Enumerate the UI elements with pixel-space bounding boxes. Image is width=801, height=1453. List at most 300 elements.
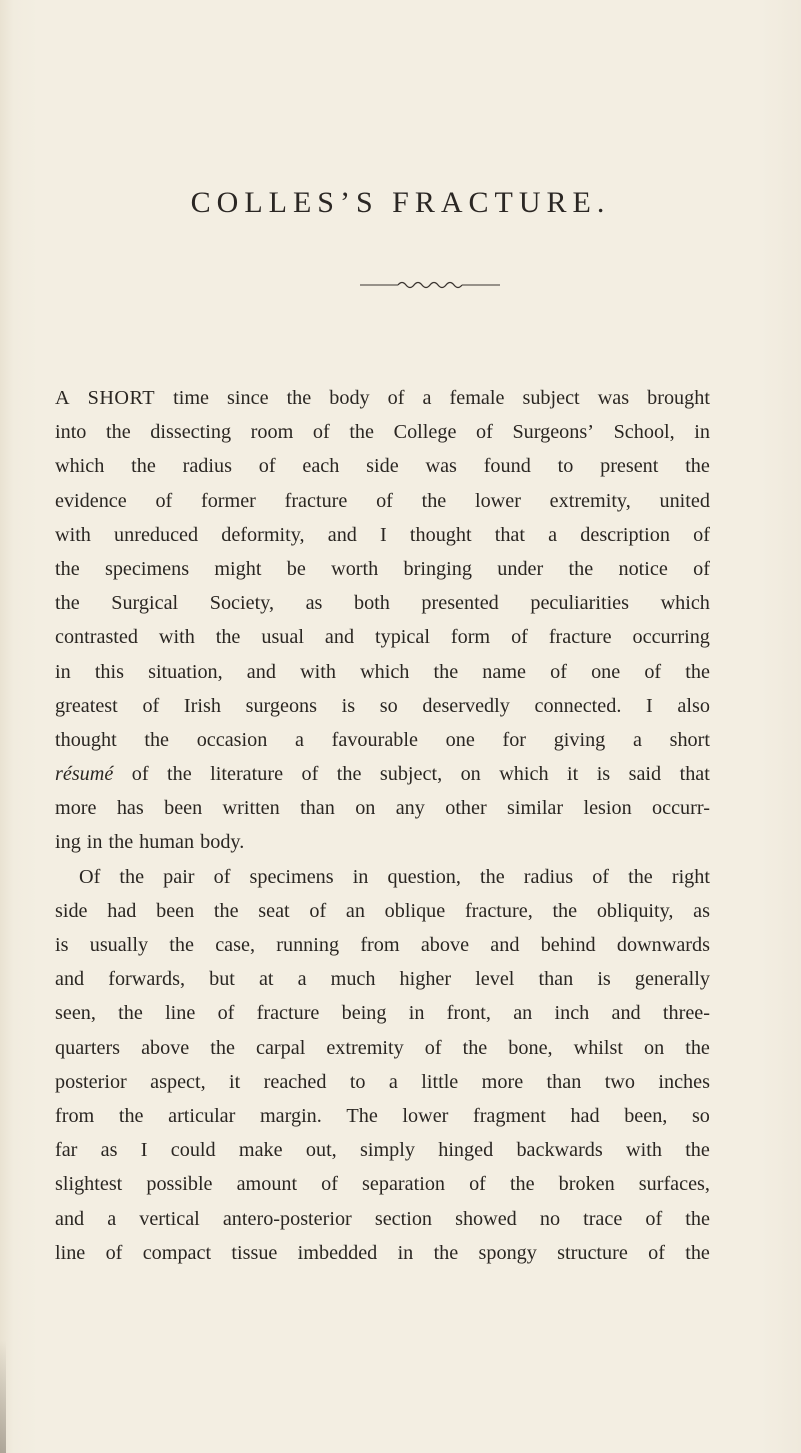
page-edge-shadow xyxy=(0,1340,6,1453)
word: A xyxy=(55,387,70,409)
word: occurr- xyxy=(652,797,710,820)
word: quarters xyxy=(55,1036,121,1059)
word: so xyxy=(379,694,398,717)
word: the xyxy=(108,831,134,854)
word: in xyxy=(55,660,71,683)
word: bone, xyxy=(508,1036,553,1059)
word: the xyxy=(685,1241,710,1264)
word: of xyxy=(258,455,276,478)
word: of xyxy=(309,899,327,922)
word: dissecting xyxy=(150,421,232,444)
word: the xyxy=(685,455,710,478)
text-line xyxy=(55,860,710,894)
word: higher xyxy=(399,968,452,991)
word: the xyxy=(286,387,312,409)
word: connected. xyxy=(534,694,622,717)
word: it xyxy=(567,763,579,786)
word: other xyxy=(445,797,487,820)
word: also xyxy=(677,694,710,717)
word: brought xyxy=(647,387,710,409)
word: situation, xyxy=(148,660,223,683)
word: room xyxy=(250,421,294,444)
word: as xyxy=(693,899,710,922)
word: inch xyxy=(554,1002,590,1025)
word: short xyxy=(669,728,710,751)
word: of xyxy=(155,489,173,512)
word: above xyxy=(141,1036,190,1059)
word: was xyxy=(425,455,457,478)
word: has xyxy=(116,797,144,820)
word: the xyxy=(685,1139,710,1162)
word: backwards xyxy=(516,1139,603,1162)
word: of xyxy=(105,1241,123,1264)
word: seat xyxy=(258,899,290,922)
word: presented xyxy=(421,592,499,615)
word: oblique xyxy=(384,899,446,922)
word: case, xyxy=(215,934,256,956)
word: giving xyxy=(553,728,606,751)
word: the xyxy=(552,899,578,922)
word: the xyxy=(131,455,156,478)
word: a xyxy=(107,1207,117,1230)
word: the xyxy=(480,865,505,888)
text-line xyxy=(55,996,710,1030)
word: is xyxy=(55,934,69,956)
word: present xyxy=(600,455,659,478)
text-line xyxy=(55,894,710,928)
word: be xyxy=(286,557,306,580)
word: running xyxy=(276,934,340,956)
word: on xyxy=(644,1036,665,1059)
word: radius xyxy=(182,455,232,478)
word: College xyxy=(393,421,457,444)
word: The xyxy=(346,1104,378,1127)
word: a xyxy=(297,968,307,991)
word: with xyxy=(626,1139,662,1162)
word: showed xyxy=(455,1207,517,1230)
word: at xyxy=(258,968,274,991)
word: of xyxy=(131,763,149,786)
word: surgeons xyxy=(245,694,317,717)
word: of xyxy=(424,1036,442,1059)
word: of xyxy=(550,660,567,683)
word: possible xyxy=(146,1173,213,1196)
word: specimens xyxy=(249,865,334,888)
word: I xyxy=(140,1139,148,1162)
word: usually xyxy=(89,934,149,956)
word: both xyxy=(353,592,390,615)
word: lesion xyxy=(583,797,632,820)
word: and xyxy=(324,626,355,649)
word: much xyxy=(330,968,376,991)
word: united xyxy=(659,489,710,512)
word: Surgeons’ xyxy=(512,421,594,444)
word: a xyxy=(422,387,432,409)
word: a xyxy=(295,728,304,751)
word: for xyxy=(502,728,527,751)
word: fragment xyxy=(472,1104,546,1127)
word: unreduced xyxy=(114,523,199,546)
word: that xyxy=(679,763,710,786)
word: had xyxy=(570,1104,600,1127)
word: a xyxy=(388,1070,398,1093)
word: one xyxy=(445,728,475,751)
word: body. xyxy=(200,831,245,854)
word: this xyxy=(94,660,124,683)
word: on xyxy=(460,763,481,786)
word: of xyxy=(387,387,405,409)
word: from xyxy=(360,934,400,956)
word: downwards xyxy=(616,934,710,956)
word: lower xyxy=(402,1104,449,1127)
text-line xyxy=(55,689,710,723)
word: separation xyxy=(362,1173,446,1196)
word: a xyxy=(632,728,642,751)
word: and xyxy=(611,1002,641,1025)
word: slightest xyxy=(55,1173,123,1196)
word: since xyxy=(227,387,269,409)
word: little xyxy=(421,1070,459,1093)
word: seen, xyxy=(55,1002,96,1025)
word: is xyxy=(341,694,356,717)
text-line xyxy=(55,484,710,518)
word: question, xyxy=(387,865,461,888)
word: the xyxy=(169,934,194,956)
word: specimens xyxy=(104,557,190,580)
word: fracture, xyxy=(464,899,533,922)
word: deservedly xyxy=(422,694,510,717)
word: in xyxy=(86,831,103,854)
word: than xyxy=(300,797,335,820)
word: name xyxy=(482,660,527,683)
word: structure xyxy=(557,1241,628,1264)
word: the xyxy=(106,421,131,444)
word: the xyxy=(118,1002,143,1025)
chapter-title: COLLES’S FRACTURE. xyxy=(190,186,611,219)
word: the xyxy=(119,865,145,888)
word: being xyxy=(341,1002,387,1025)
word: in xyxy=(694,421,710,444)
word: the xyxy=(215,626,241,649)
word: the xyxy=(628,865,653,888)
word: evidence xyxy=(55,489,127,512)
word: which xyxy=(660,592,710,615)
word: hinged xyxy=(438,1139,494,1162)
word: side xyxy=(55,899,88,922)
word: aspect, xyxy=(150,1070,206,1093)
word: the xyxy=(118,1104,144,1127)
word: radius xyxy=(523,865,574,888)
word: literature xyxy=(210,763,284,786)
word: the xyxy=(433,660,459,683)
word: I xyxy=(646,694,653,717)
word: far xyxy=(55,1139,78,1162)
word: I xyxy=(380,523,387,546)
word: lower xyxy=(474,489,521,512)
word: extremity, xyxy=(549,489,631,512)
word: so xyxy=(691,1104,710,1127)
text-line xyxy=(55,962,710,996)
title-rule-ornament xyxy=(360,279,500,291)
word: contrasted xyxy=(55,626,138,649)
word: side xyxy=(366,455,399,478)
word: front, xyxy=(446,1002,491,1025)
text-line xyxy=(55,1133,710,1167)
word: notice xyxy=(618,557,668,580)
word: of xyxy=(469,1173,486,1196)
word: out, xyxy=(305,1139,337,1162)
word: occasion xyxy=(196,728,268,751)
word: the xyxy=(336,763,362,786)
word: line xyxy=(55,1241,86,1264)
word: the xyxy=(568,557,594,580)
word: an xyxy=(513,1002,533,1025)
word: the xyxy=(685,1036,710,1059)
word: more xyxy=(55,797,97,820)
word: usual xyxy=(261,626,304,649)
word: compact xyxy=(142,1241,212,1264)
word: than xyxy=(546,1070,582,1093)
word: deformity, xyxy=(221,523,305,546)
word: inches xyxy=(658,1070,710,1093)
word: former xyxy=(200,489,256,512)
word: obliquity, xyxy=(596,899,674,922)
word: make xyxy=(238,1139,283,1162)
word: of xyxy=(648,1241,665,1264)
word: level xyxy=(475,968,515,991)
word: time xyxy=(173,387,210,409)
word: in xyxy=(408,1002,425,1025)
word: had xyxy=(107,899,137,922)
word: from xyxy=(55,1104,95,1127)
word: whilst xyxy=(573,1036,623,1059)
word: School, xyxy=(613,421,675,444)
word: subject, xyxy=(379,763,443,786)
text-line xyxy=(55,449,710,483)
word: the xyxy=(685,660,710,683)
word: that xyxy=(494,523,526,546)
word: of xyxy=(592,865,610,888)
word: a xyxy=(548,523,558,546)
text-line xyxy=(55,586,710,620)
word: posterior xyxy=(55,1070,127,1093)
word: of xyxy=(693,523,710,546)
word: broken xyxy=(558,1173,615,1196)
word: the xyxy=(349,421,374,444)
word: one xyxy=(591,660,621,683)
word: three- xyxy=(662,1002,710,1025)
text-line xyxy=(55,757,710,791)
text-line xyxy=(55,791,710,825)
word: and xyxy=(490,934,520,956)
word: behind xyxy=(540,934,596,956)
word: with xyxy=(55,523,91,546)
word: could xyxy=(170,1139,216,1162)
word: vertical xyxy=(139,1207,200,1230)
word: been, xyxy=(624,1104,668,1127)
word: of xyxy=(321,1173,338,1196)
word: of xyxy=(693,557,710,580)
word: to xyxy=(349,1070,366,1093)
word: Irish xyxy=(183,694,221,717)
word: antero-posterior xyxy=(222,1207,352,1230)
text-line xyxy=(55,928,710,962)
word: section xyxy=(374,1207,433,1230)
word: with xyxy=(158,626,195,649)
word: imbedded xyxy=(297,1241,378,1264)
text-line xyxy=(55,825,710,859)
word: greatest xyxy=(55,694,118,717)
word: body xyxy=(329,387,370,409)
word: on xyxy=(355,797,376,820)
word: an xyxy=(345,899,365,922)
word: surfaces, xyxy=(638,1173,710,1196)
word: two xyxy=(604,1070,635,1093)
text-line xyxy=(55,620,710,654)
word: Surgical xyxy=(111,592,179,615)
text-line xyxy=(55,1202,710,1236)
word: occurring xyxy=(632,626,710,649)
word: which xyxy=(499,763,549,786)
word: of xyxy=(142,694,160,717)
word: simply xyxy=(359,1139,415,1162)
word: into xyxy=(55,421,87,444)
word: of xyxy=(476,421,493,444)
text-line xyxy=(55,1167,710,1201)
word: of xyxy=(213,865,231,888)
word: the xyxy=(55,592,80,615)
word: the xyxy=(421,489,447,512)
word: description xyxy=(580,523,670,546)
word: typical xyxy=(375,626,430,649)
word: of xyxy=(645,1207,663,1230)
word: been xyxy=(156,899,195,922)
word: forwards, xyxy=(108,968,186,991)
text-line xyxy=(55,655,710,689)
text-line xyxy=(55,1099,710,1133)
word: human xyxy=(139,831,195,854)
word: each xyxy=(302,455,340,478)
word: is xyxy=(596,763,611,786)
text-line xyxy=(55,415,710,449)
word: might xyxy=(214,557,262,580)
word: articular xyxy=(168,1104,236,1127)
word: than xyxy=(538,968,574,991)
word: spongy xyxy=(478,1241,537,1264)
word: to xyxy=(557,455,574,478)
word: pair xyxy=(163,865,195,888)
text-line xyxy=(55,1065,710,1099)
word: of xyxy=(376,489,393,512)
word: subject xyxy=(522,387,580,409)
word: the xyxy=(144,728,170,751)
word: under xyxy=(497,557,544,580)
word: the xyxy=(509,1173,535,1196)
word: written xyxy=(222,797,280,820)
word: with xyxy=(300,660,336,683)
word: extremity xyxy=(326,1036,404,1059)
word: which xyxy=(360,660,410,683)
word: found xyxy=(483,455,531,478)
text-line xyxy=(55,381,710,415)
word: was xyxy=(597,387,630,409)
word: any xyxy=(395,797,425,820)
word: fracture xyxy=(548,626,612,649)
word: right xyxy=(671,865,710,888)
word: and xyxy=(327,523,357,546)
word: the xyxy=(210,1036,235,1059)
word: above xyxy=(420,934,470,956)
word: but xyxy=(209,968,235,991)
word: Of xyxy=(79,865,101,888)
word: carpal xyxy=(256,1036,306,1059)
word: more xyxy=(481,1070,524,1093)
text-line xyxy=(55,723,710,757)
word: been xyxy=(164,797,203,820)
word: it xyxy=(229,1070,241,1093)
word: thought xyxy=(409,523,472,546)
word: favourable xyxy=(331,728,418,751)
word: trace xyxy=(583,1207,623,1230)
word: female xyxy=(449,387,505,409)
word: form xyxy=(450,626,491,649)
word: tissue xyxy=(231,1241,278,1264)
word: generally xyxy=(634,968,710,991)
word: ing xyxy=(55,831,81,854)
word: and xyxy=(55,968,85,991)
word: SHORT xyxy=(87,387,156,409)
word: fracture xyxy=(256,1002,320,1025)
word: of xyxy=(312,421,330,444)
body-text xyxy=(55,381,710,1270)
word: Society, xyxy=(209,592,275,615)
word: of xyxy=(217,1002,235,1025)
word: similar xyxy=(507,797,564,820)
text-line xyxy=(55,552,710,586)
word: résumé xyxy=(55,763,114,786)
word: of xyxy=(301,763,319,786)
word: and xyxy=(55,1207,85,1230)
word: the xyxy=(167,763,192,786)
word: the xyxy=(55,557,80,580)
word: bringing xyxy=(403,557,472,580)
text-line xyxy=(55,1236,710,1270)
text-line xyxy=(55,1031,710,1065)
word: in xyxy=(352,865,369,888)
word: the xyxy=(433,1241,459,1264)
word: worth xyxy=(331,557,379,580)
word: as xyxy=(305,592,323,615)
word: no xyxy=(539,1207,561,1230)
word: as xyxy=(100,1139,118,1162)
word: in xyxy=(397,1241,414,1264)
word: is xyxy=(597,968,611,991)
word: of xyxy=(511,626,528,649)
word: peculiarities xyxy=(530,592,629,615)
word: which xyxy=(55,455,105,478)
word: said xyxy=(628,763,662,786)
word: the xyxy=(685,1207,710,1230)
word: line xyxy=(165,1002,196,1025)
word: fracture xyxy=(284,489,348,512)
word: the xyxy=(462,1036,488,1059)
word: margin. xyxy=(259,1104,322,1127)
text-line xyxy=(55,518,710,552)
word: amount xyxy=(236,1173,298,1196)
word: thought xyxy=(55,728,117,751)
word: and xyxy=(246,660,276,683)
word: reached xyxy=(263,1070,327,1093)
